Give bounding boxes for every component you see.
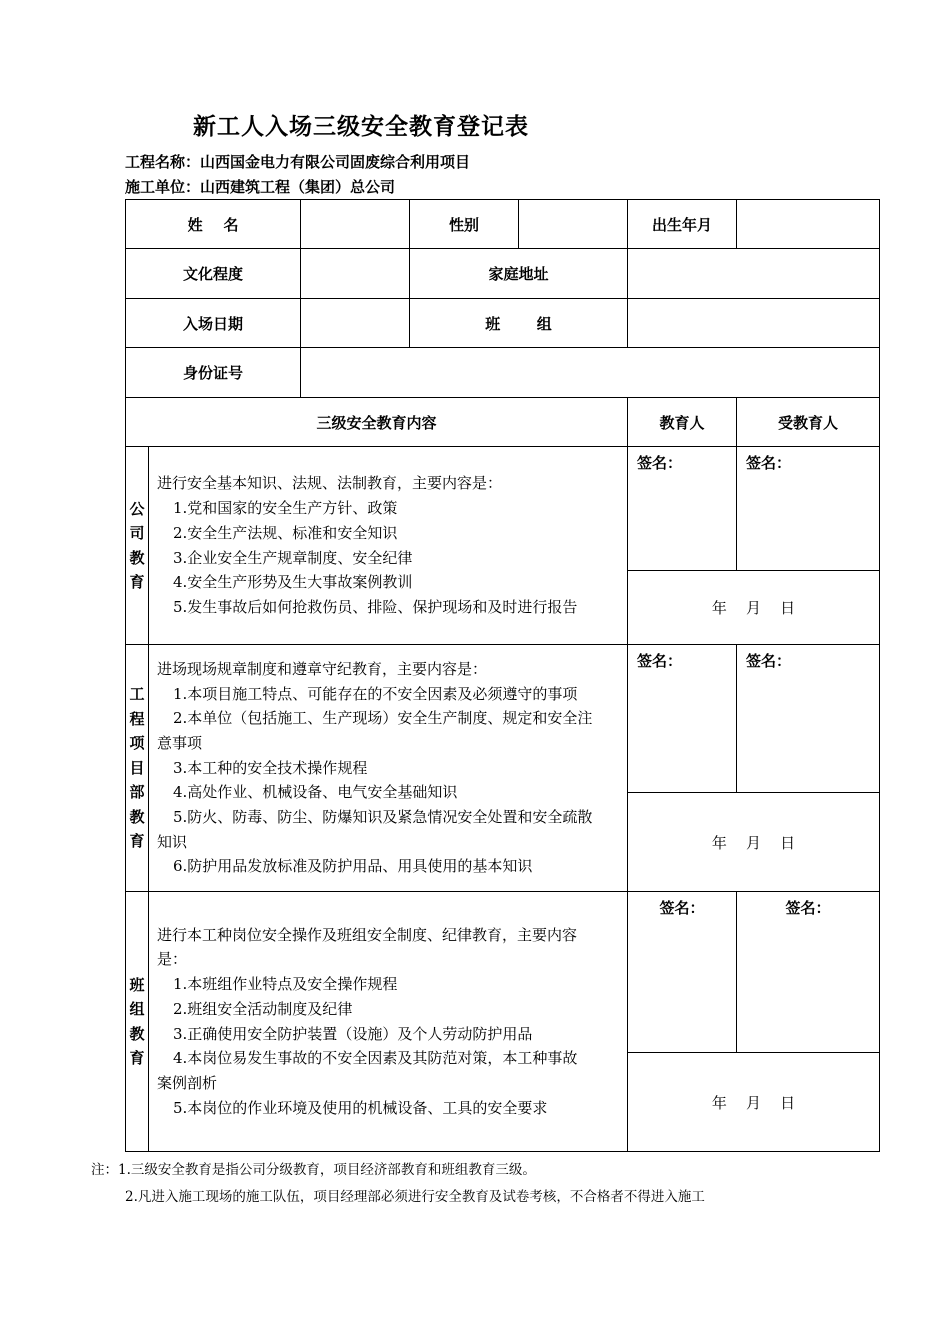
team-value[interactable] (628, 299, 880, 348)
project-name: 工程名称：山西国金电力有限公司固废综合利用项目 (125, 153, 471, 171)
team-educator-signature[interactable]: 签名： (628, 892, 737, 1053)
company-education-content: 进行安全基本知识、法规、法制教育，主要内容是： 1.党和国家的安全生产方针、政策 2.安全生产法规、标准和安全知识 3.企业安全生产规章制度、安全纪律 4.安全生产形势及生大事故案例教训 5.发生事故后如何抢救伤员、排险、保护现场和及时进行报告 (149, 447, 628, 645)
address-label: 家庭地址 (410, 249, 628, 299)
educatee-header: 受教育人 (737, 398, 880, 447)
project-education-date[interactable]: 年 月 日 (628, 793, 880, 892)
entry-date-value[interactable] (301, 299, 410, 348)
team-education-content: 进行本工种岗位安全操作及班组安全制度、纪律教育，主要内容 是： 1.本班组作业特点及安全操作规程 2.班组安全活动制度及纪律 3.正确使用安全防护装置（设施）及个人劳动防护用品 4.本岗位易发生事故的不安全因素及其防范对策，本工种事故 案例剖析 5.本岗位的作业环境及使用的机械设备、工具的安全要求 (149, 892, 628, 1152)
company-educator-signature[interactable]: 签名： (628, 447, 737, 571)
education-label: 文化程度 (126, 249, 301, 299)
project-education-content: 进场现场规章制度和遵章守纪教育，主要内容是： 1.本项目施工特点、可能存在的不安全因素及必须遵守的事项 2.本单位（包括施工、生产现场）安全生产制度、规定和安全注 意事项 3.本工种的安全技术操作规程 4.高处作业、机械设备、电气安全基础知识 5.防火、防毒、防尘、防爆知识及紧急情况安全处置和安全疏散 知识 6.防护用品发放标准及防护用品、用具使用的基本知识 (149, 645, 628, 892)
team-educatee-signature[interactable]: 签名： (737, 892, 880, 1053)
note-2: 2.凡进入施工现场的施工队伍，项目经理部必须进行安全教育及试卷考核，不合格者不得进入施工 (125, 1189, 705, 1205)
form-title: 新工人入场三级安全教育登记表 (193, 114, 529, 140)
educator-header: 教育人 (628, 398, 737, 447)
id-number-value[interactable] (301, 348, 880, 398)
construction-company: 施工单位：山西建筑工程（集团）总公司 (125, 178, 396, 196)
team-education-date[interactable]: 年 月 日 (628, 1053, 880, 1152)
education-value[interactable] (301, 249, 410, 299)
name-label: 姓 名 (126, 200, 301, 249)
project-educator-signature[interactable]: 签名： (628, 645, 737, 793)
team-education-label: 班 组 教 育 (126, 892, 149, 1152)
project-education-label: 工 程 项 目 部 教 育 (126, 645, 149, 892)
gender-value[interactable] (519, 200, 628, 249)
gender-label: 性别 (410, 200, 519, 249)
company-educatee-signature[interactable]: 签名： (737, 447, 880, 571)
registration-table (125, 199, 880, 1152)
birth-value[interactable] (737, 200, 880, 249)
company-education-date[interactable]: 年 月 日 (628, 571, 880, 645)
entry-date-label: 入场日期 (126, 299, 301, 348)
name-value[interactable] (301, 200, 410, 249)
project-educatee-signature[interactable]: 签名： (737, 645, 880, 793)
id-number-label: 身份证号 (126, 348, 301, 398)
birth-label: 出生年月 (628, 200, 737, 249)
address-value[interactable] (628, 249, 880, 299)
team-label: 班 组 (410, 299, 628, 348)
company-education-label: 公 司 教 育 (126, 447, 149, 645)
note-1: 注：1.三级安全教育是指公司分级教育，项目经济部教育和班组教育三级。 (91, 1162, 536, 1178)
content-header: 三级安全教育内容 (126, 398, 628, 447)
